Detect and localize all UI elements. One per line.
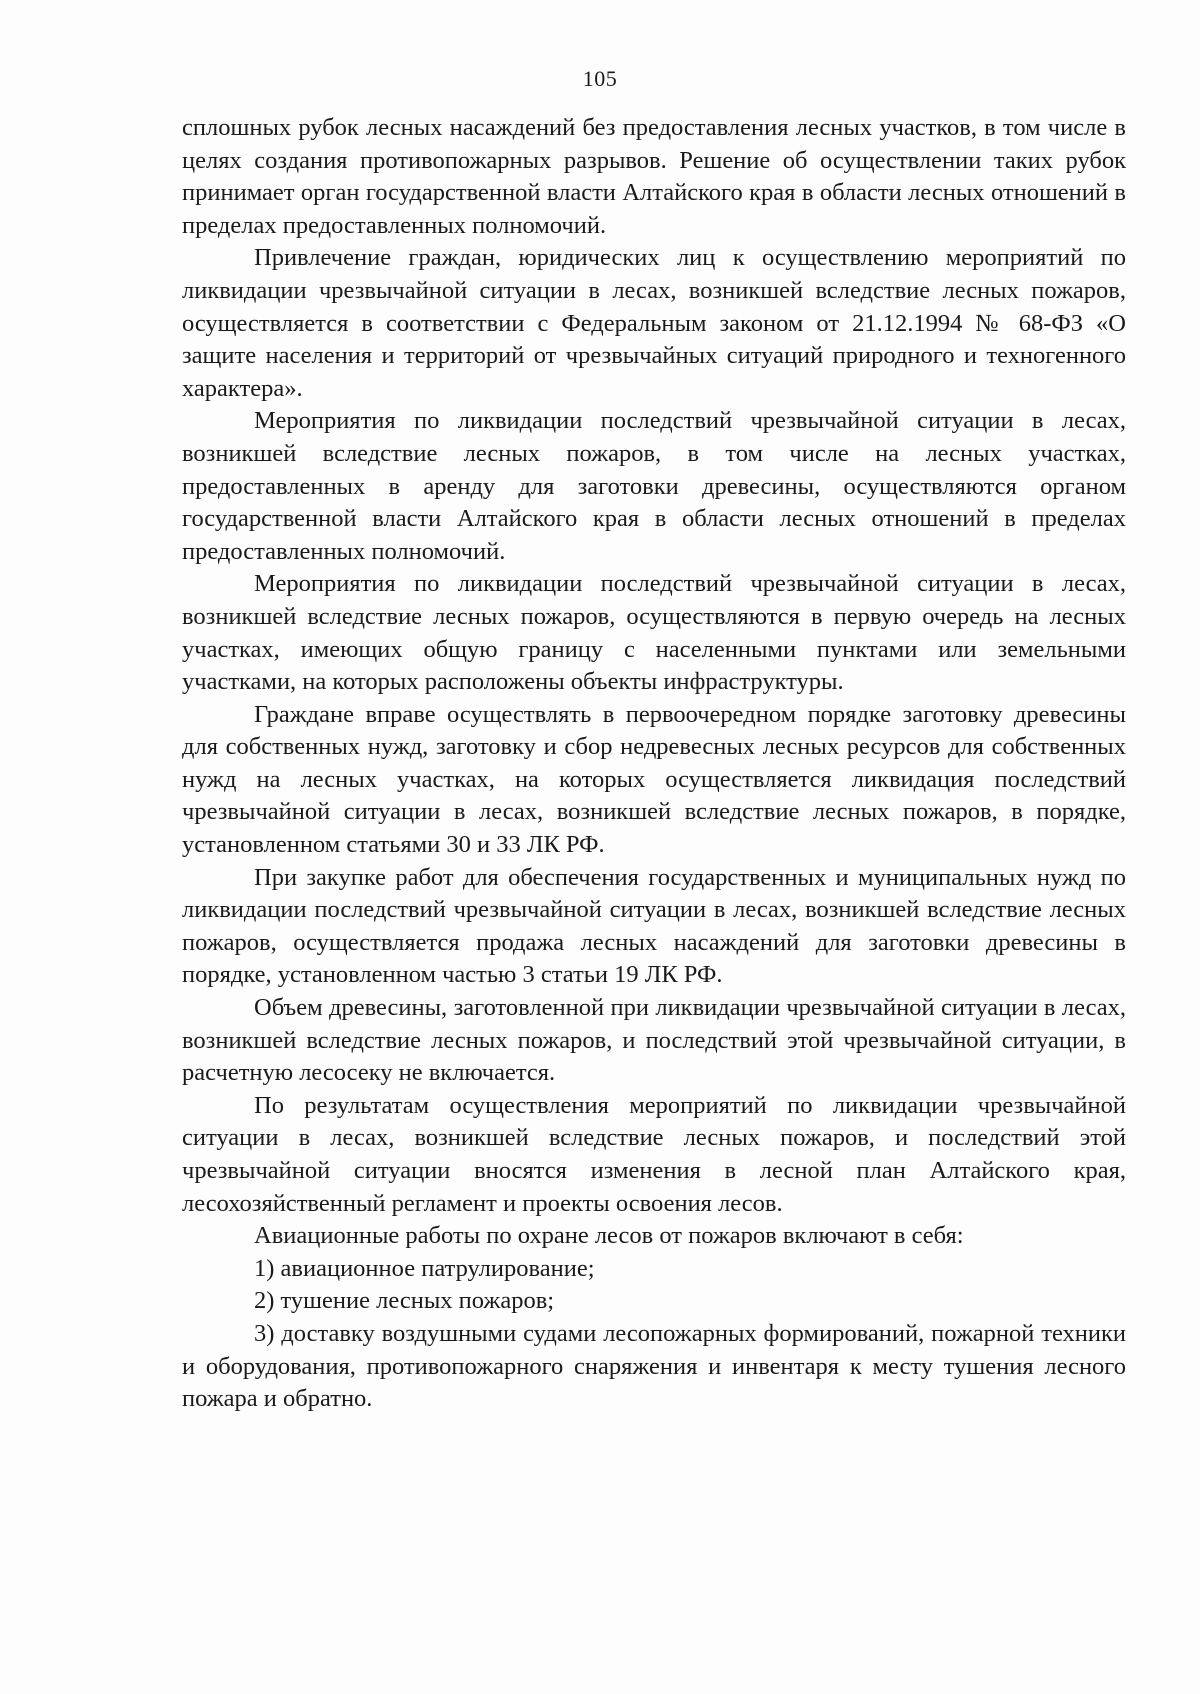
list-item-delivery: 3) доставку воздушными судами лесопожарных формирований, пожарной техники и оборудования, противопожарного снаряжения и инвентаря к месту тушения лесного пожара и обратно. [182,1319,1126,1413]
paragraph-procurement: При закупке работ для обеспечения государственных и муниципальных нужд по ликвидации последствий чрезвычайной ситуации в лесах, возникшей вследствие лесных пожаров, осуществляется продажа лесных насаждений для заготовки древесины в порядке, установленном частью 3 статьи 19 ЛК РФ. [182,863,1126,989]
document-body [182,112,1126,1416]
paragraph-priority-areas: Мероприятия по ликвидации последствий чрезвычайной ситуации в лесах, возникшей вследствие лесных пожаров, осуществляются в первую очередь на лесных участках, имеющих общую границу с населенными пунктами или земельными участками, на которых расположены объекты инфраструктуры. [182,570,1126,696]
list-item-patrol: 1) авиационное патрулирование; [254,1254,595,1282]
paragraph-aviation-intro: Авиационные работы по охране лесов от пожаров включают в себя: [254,1222,964,1250]
paragraph-liquidation-authority: Мероприятия по ликвидации последствий чрезвычайной ситуации в лесах, возникшей вследствие лесных пожаров, в том числе на лесных участках, предоставленных в аренду для заготовки древесины, осуществляются органом государственной власти Алтайского края в области лесных отношений в пределах предоставленных полномочий. [182,407,1126,565]
paragraph-timber-volume: Объем древесины, заготовленной при ликвидации чрезвычайной ситуации в лесах, возникшей вследствие лесных пожаров, и последствий этой чрезвычайной ситуации, в расчетную лесосеку не включается. [182,994,1126,1087]
paragraph-citizens-rights: Граждане вправе осуществлять в первоочередном порядке заготовку древесины для собственных нужд, заготовку и сбор недревесных лесных ресурсов для собственных нужд на лесных участках, на которых осуществляется ликвидация последствий чрезвычайной ситуации в лесах, возникшей вследствие лесных пожаров, в порядке, установленном статьями 30 и 33 ЛК РФ. [182,700,1126,859]
paragraph-citizen-involvement: Привлечение граждан, юридических лиц к осуществлению мероприятий по ликвидации чрезвычайной ситуации в лесах, возникшей вследствие лесных пожаров, осуществляется в соответствии с Федеральным законом от 21.12.1994 № 68-ФЗ «О защите населения и территорий от чрезвычайных ситуаций природного и техногенного характера». [182,244,1126,402]
paragraph-continuation: сплошных рубок лесных насаждений без предоставления лесных участков, в том числе в целях создания противопожарных разрывов. Решение об осуществлении таких рубок принимает орган государственной власти Алтайского края в области лесных отношений в пределах предоставленных полномочий. [182,114,1126,239]
paragraph-plan-changes: По результатам осуществления мероприятий по ликвидации чрезвычайной ситуации в лесах, возникшей вследствие лесных пожаров, и последствий этой чрезвычайной ситуации вносятся изменения в лесной план Алтайского края, лесохозяйственный регламент и проекты освоения лесов. [182,1091,1126,1217]
page-number: 105 [582,66,618,91]
list-item-extinguishing: 2) тушение лесных пожаров; [254,1287,555,1315]
